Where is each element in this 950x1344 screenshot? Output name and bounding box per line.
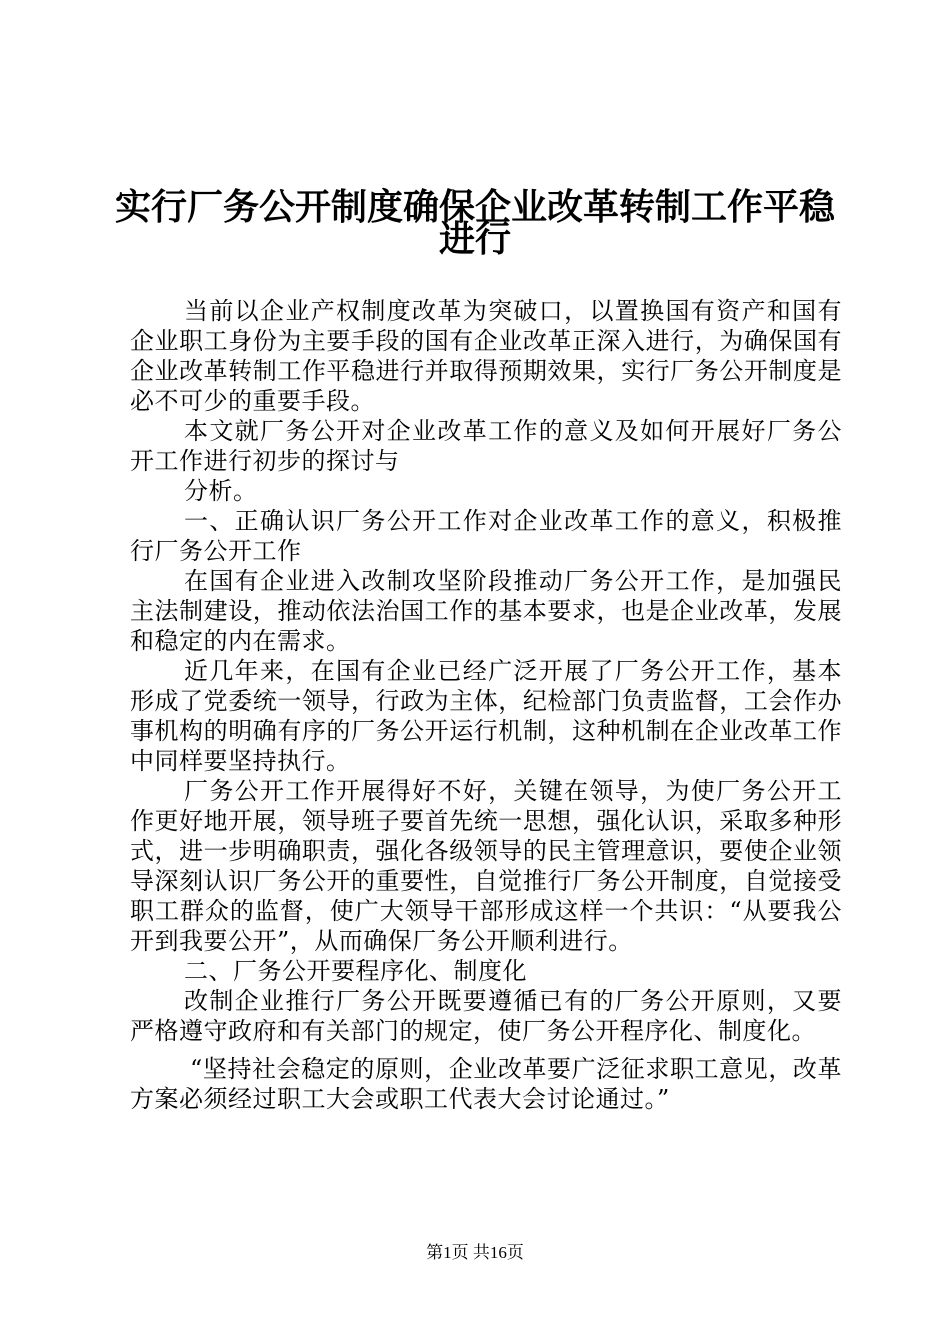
document-body bbox=[130, 296, 842, 1114]
section-heading-1: 一、正确认识厂务公开工作对企业改革工作的意义，积极推行厂务公开工作 bbox=[130, 507, 842, 565]
paragraph-section-1-c: 厂务公开工作开展得好不好，关键在领导，为使厂务公开工作更好地开展，领导班子要首先统一思想，强化认识，采取多种形式，进一步明确职责，强化各级领导的民主管理意识，要使企业领导深刻认识厂务公开的重要性，自觉推行厂务公开制度，自觉接受职工群众的监督，使广大领导干部形成这样一个共识：“从要我公开到我要公开”，从而确保厂务公开顺利进行。 bbox=[130, 777, 842, 955]
paragraph-purpose-continued: 分析。 bbox=[184, 477, 258, 505]
section-heading-2: 二、厂务公开要程序化、制度化 bbox=[184, 957, 527, 985]
document-title-line-2: 进行 bbox=[438, 219, 511, 260]
paragraph-section-2-a: 改制企业推行厂务公开既要遵循已有的厂务公开原则，又要严格遵守政府和有关部门的规定，使厂务公开程序化、制度化。 bbox=[130, 987, 842, 1045]
paragraph-section-1-b: 近几年来，在国有企业已经广泛开展了厂务公开工作，基本形成了党委统一领导，行政为主体，纪检部门负责监督，工会作办事机构的明确有序的厂务公开运行机制，这种机制在企业改革工作中同样要坚持执行。 bbox=[130, 657, 842, 775]
paragraph-section-1-a: 在国有企业进入改制攻坚阶段推动厂务公开工作，是加强民主法制建设，推动依法治国工作的基本要求，也是企业改革，发展和稳定的内在需求。 bbox=[130, 567, 842, 655]
page-number-footer: 第1页 共16页 bbox=[426, 1243, 524, 1262]
paragraph-section-2-quote: “坚持社会稳定的原则，企业改革要广泛征求职工意见，改革方案必须经过职工大会或职工代表大会讨论通过。” bbox=[130, 1055, 842, 1113]
paragraph-intro: 当前以企业产权制度改革为突破口，以置换国有资产和国有企业职工身份为主要手段的国有企业改革正深入进行，为确保国有企业改革转制工作平稳进行并取得预期效果，实行厂务公开制度是必不可少的重要手段。 bbox=[130, 297, 842, 415]
document-title-line-1: 实行厂务公开制度确保企业改革转制工作平稳 bbox=[114, 187, 835, 228]
paragraph-purpose: 本文就厂务公开对企业改革工作的意义及如何开展好厂务公开工作进行初步的探讨与 bbox=[130, 417, 842, 475]
